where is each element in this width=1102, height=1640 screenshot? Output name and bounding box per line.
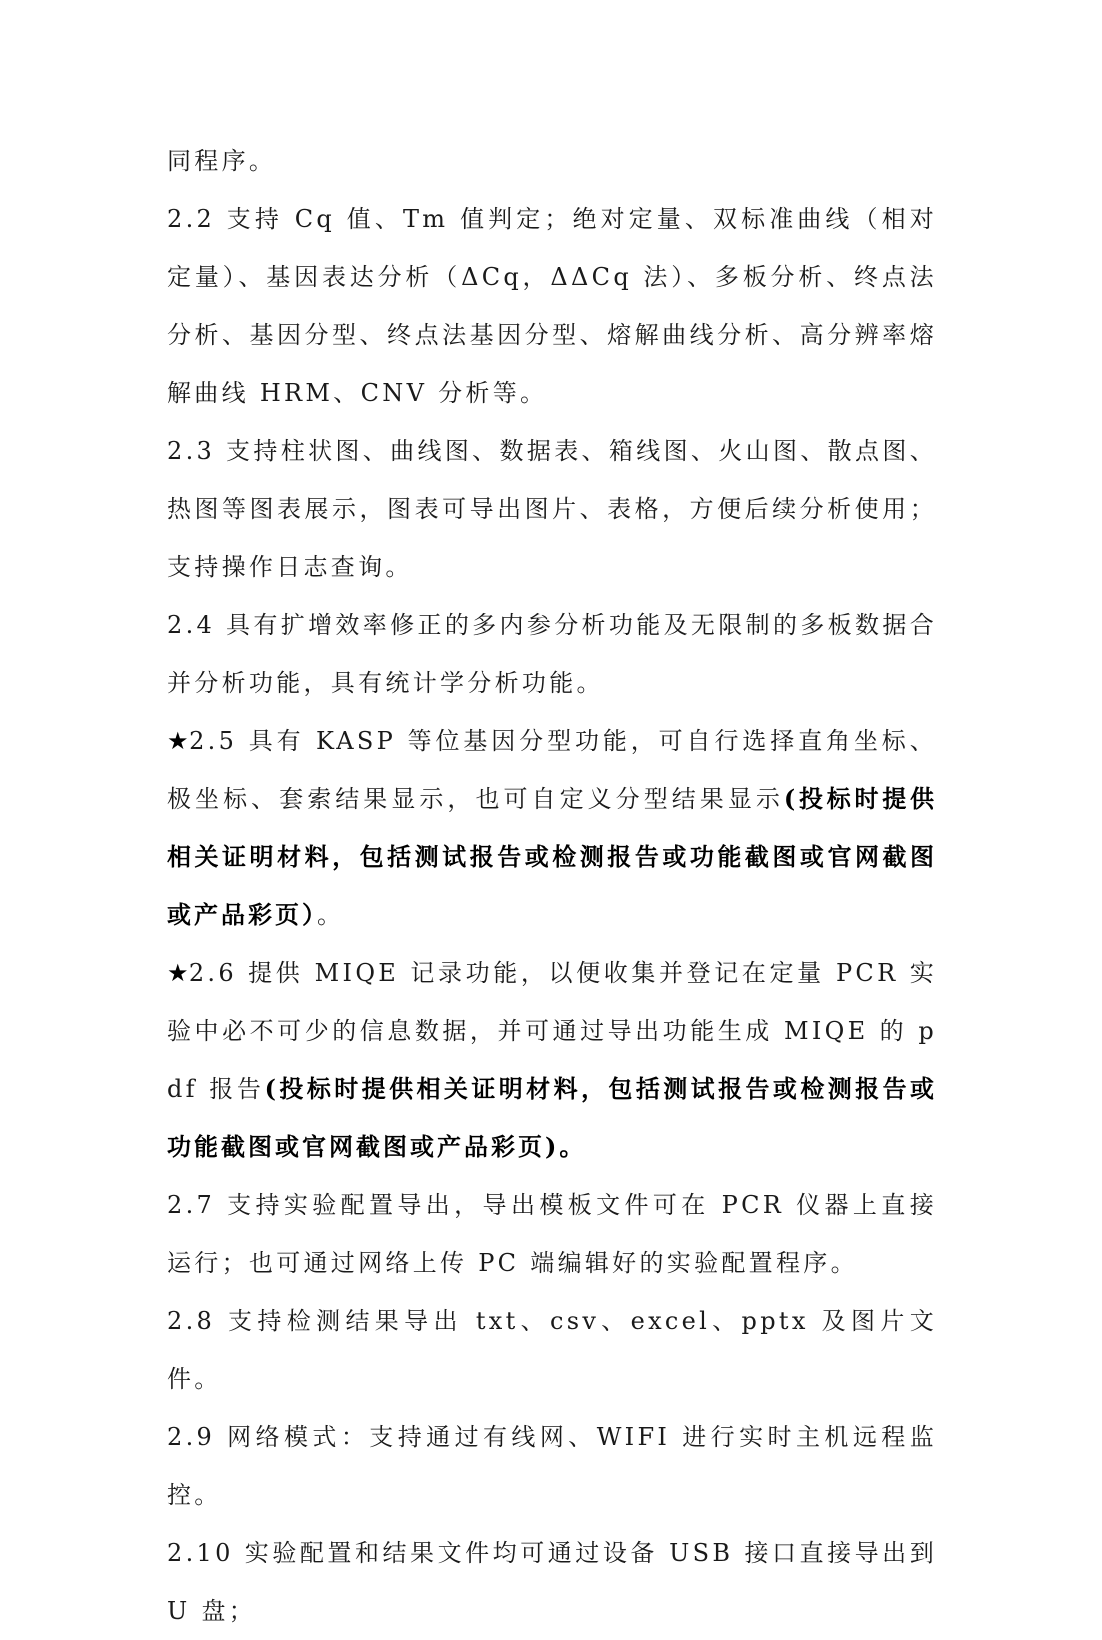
- paragraph-2-5: [167, 712, 937, 944]
- paragraph-text: 2.2 支持 Cq 值、Tm 值判定；绝对定量、双标准曲线（相对定量）、基因表达分析（ΔCq，ΔΔCq 法）、多板分析、终点法分析、基因分型、终点法基因分型、熔解曲线分析、高分辨率熔解曲线 HRM、CNV 分析等。: [167, 205, 937, 407]
- paragraph-text: 2.5 具有 KASP 等位基因分型功能，可自行选择直角坐标、极坐标、套索结果显示，也可自定义分型结果显示: [167, 727, 937, 813]
- paragraph-2-2: [167, 190, 937, 422]
- paragraph-2-3: [167, 422, 937, 596]
- paragraph-2-9: [167, 1408, 937, 1524]
- paragraph-text: 2.4 具有扩增效率修正的多内参分析功能及无限制的多板数据合并分析功能，具有统计学分析功能。: [167, 611, 937, 697]
- paragraph-2-8: [167, 1292, 937, 1408]
- paragraph-continuation: [167, 132, 937, 190]
- paragraph-text: 同程序。: [167, 147, 277, 175]
- paragraph-bold-note: (投标时提供相关证明材料，包括测试报告或检测报告或功能截图或官网截图或产品彩页)。: [167, 1074, 938, 1161]
- paragraph-text: 2.3 支持柱状图、曲线图、数据表、箱线图、火山图、散点图、热图等图表展示，图表可导出图片、表格，方便后续分析使用；支持操作日志查询。: [167, 437, 937, 581]
- paragraph-2-4: [167, 596, 937, 712]
- paragraph-text: 2.10 实验配置和结果文件均可通过设备 USB 接口直接导出到 U 盘；: [167, 1539, 937, 1625]
- star-icon: ★: [167, 959, 189, 987]
- paragraph-2-7: [167, 1176, 937, 1292]
- paragraph-tail: 。: [317, 901, 345, 929]
- paragraph-2-6: [167, 944, 937, 1176]
- star-icon: ★: [167, 727, 190, 755]
- document-body: [167, 132, 937, 1640]
- paragraph-text: 2.9 网络模式：支持通过有线网、WIFI 进行实时主机远程监控。: [167, 1423, 937, 1509]
- paragraph-2-10: [167, 1524, 937, 1640]
- paragraph-bold-note: (投标时提供相关证明材料，包括测试报告或检测报告或功能截图或官网截图或产品彩页）: [167, 784, 937, 929]
- paragraph-text: 2.6 提供 MIQE 记录功能，以便收集并登记在定量 PCR 实验中必不可少的信息数据，并可通过导出功能生成 MIQE 的 pdf 报告: [167, 959, 938, 1103]
- paragraph-text: 2.8 支持检测结果导出 txt、csv、excel、pptx 及图片文件。: [167, 1307, 937, 1393]
- paragraph-text: 2.7 支持实验配置导出，导出模板文件可在 PCR 仪器上直接运行；也可通过网络上传 PC 端编辑好的实验配置程序。: [167, 1191, 937, 1277]
